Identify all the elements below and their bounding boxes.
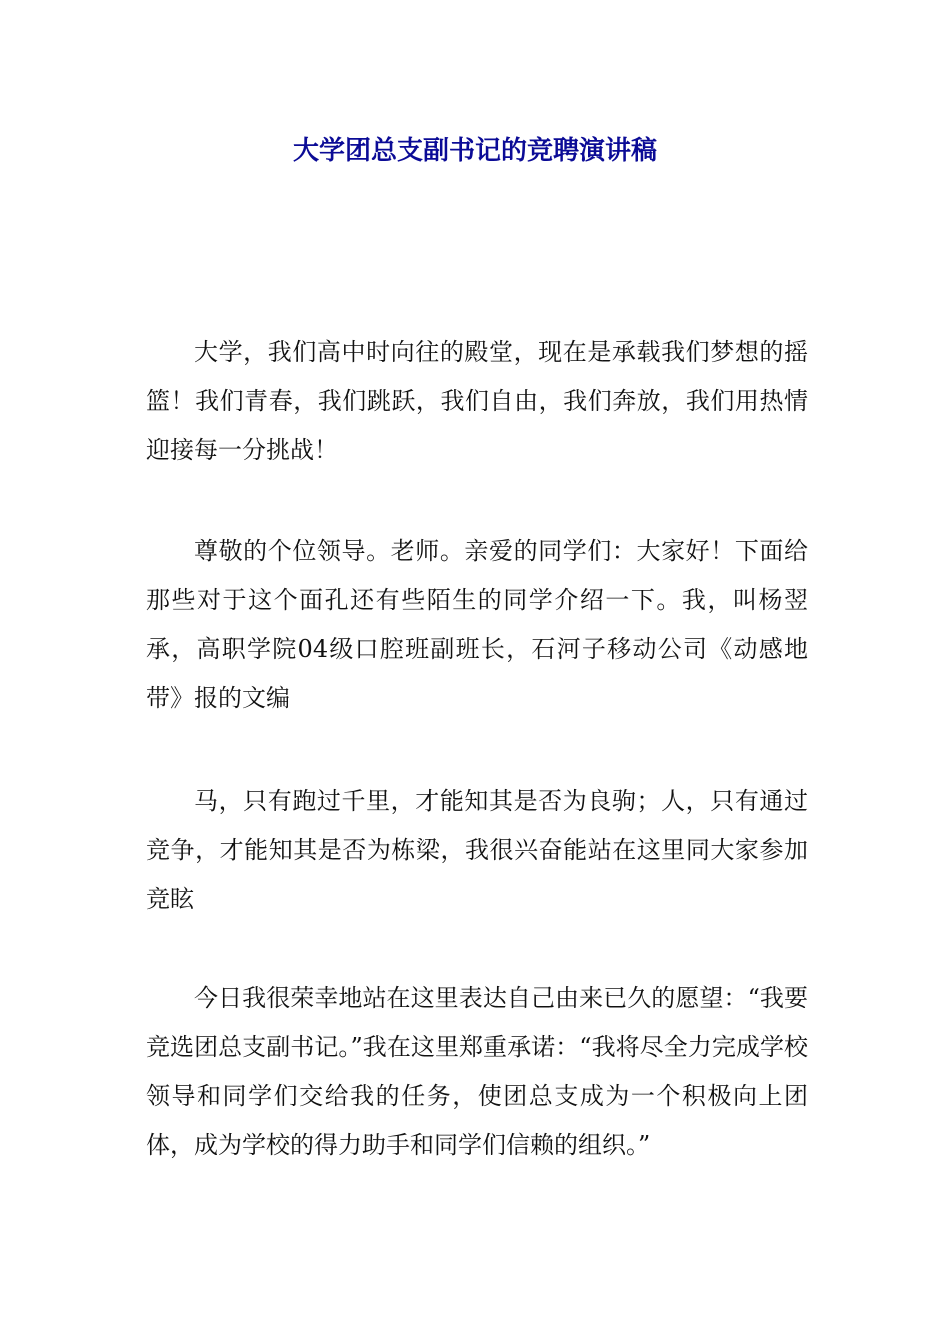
paragraph-intro: 大学，我们高中时向往的殿堂，现在是承载我们梦想的摇篮！我们青春，我们跳跃，我们自由，我们奔放，我们用热情迎接每一分挑战！ bbox=[146, 338, 808, 464]
document-title: 大学团总支副书记的竞聘演讲稿 bbox=[292, 136, 657, 166]
paragraph-pledge: 今日我很荣幸地站在这里表达自己由来已久的愿望：“我要竞选团总支副书记。”我在这里郑重承诺：“我将尽全力完成学校领导和同学们交给我的任务，使团总支成为一个积极向上团体，成为学校的得力助手和同学们信赖的组织。” bbox=[146, 984, 808, 1159]
paragraph-self-introduction: 尊敬的个位领导。老师。亲爱的同学们：大家好！下面给那些对于这个面孔还有些陌生的同学介绍一下。我，叫杨翌承，高职学院04级口腔班副班长，石河子移动公司《动感地带》报的文编 bbox=[146, 537, 808, 712]
paragraph-competition: 马，只有跑过千里，才能知其是否为良驹；人，只有通过竞争，才能知其是否为栋梁，我很兴奋能站在这里同大家参加竞眩 bbox=[146, 787, 808, 913]
